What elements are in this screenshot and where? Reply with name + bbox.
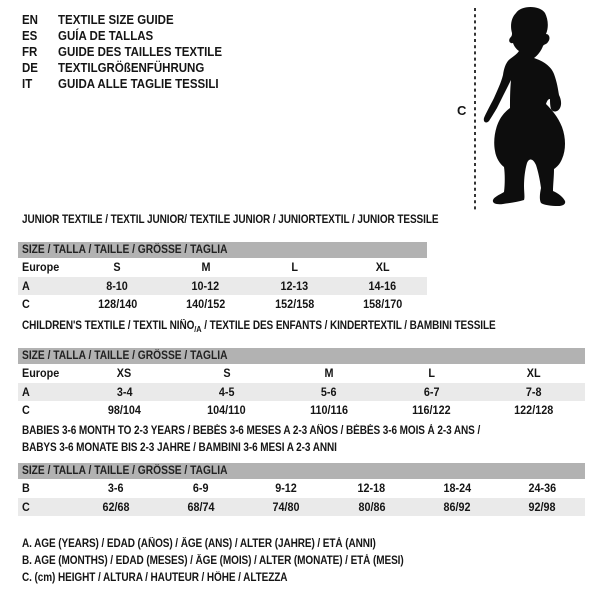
table-row [18,258,427,277]
row-label: Europe [22,260,60,275]
row-label: C [22,297,30,312]
junior-size-table [18,242,427,314]
table-row [18,498,585,517]
row-label: B [22,481,30,496]
cell: 12-18 [357,481,386,496]
cell: 6-7 [423,384,440,399]
size-header-bar [18,242,427,258]
cell: 18-24 [443,481,471,496]
lang-row-en [22,12,236,28]
size-header-label: SIZE / TALLA / TAILLE / GRÖSSE / TAGLIA [22,465,228,477]
babies-table-title [22,425,549,458]
cell: 24-36 [528,481,557,496]
cell: XS [116,366,132,381]
size-header-label: SIZE / TALLA / TAILLE / GRÖSSE / TAGLIA [22,350,228,362]
size-header-bar [18,348,585,364]
footnote-b: B. AGE (MONTHS) / EDAD (MESES) / ÂGE (MOIS) / ALTER (MONATE) / ETÀ (MESI) [22,555,404,567]
lang-code: FR [22,45,38,59]
cell: 6-9 [193,481,209,496]
babies-title-line2: BABYS 3-6 MONATE BIS 2-3 JAHRE / BAMBINI 3-6 MESI A 2-3 ANNI [22,441,337,454]
footnote-c: C. (cm) HEIGHT / ALTURA / HAUTEUR / HÖHE / ALTEZZA [22,572,288,584]
lang-code: DE [22,61,38,75]
cell: 7-8 [525,384,542,399]
cell: 80/86 [358,499,386,514]
cell: L [290,260,298,275]
cell: 152/158 [274,297,314,312]
junior-table-title: JUNIOR TEXTILE / TEXTIL JUNIOR/ TEXTILE JUNIOR / JUNIORTEXTIL / JUNIOR TESSILE [22,214,439,226]
table-row [18,383,585,402]
cell: 68/74 [187,499,215,514]
babies-size-table [18,463,585,516]
cell: 3-6 [107,481,124,496]
lang-row-de [22,60,236,76]
table-row [18,364,585,383]
footnotes [22,536,461,587]
cell: 62/68 [102,499,130,514]
cell: XL [526,366,541,381]
cell: 92/98 [528,499,556,514]
height-measure-label: C [457,103,467,118]
lang-code: EN [22,13,38,27]
cell: S [222,366,231,381]
cell: XL [375,260,390,275]
lang-row-es [22,28,236,44]
footnote-a: A. AGE (YEARS) / EDAD (AÑOS) / ÂGE (ANS) / ALTER (JAHRE) / ETÀ (ANNI) [22,538,376,550]
row-label: C [22,403,30,418]
cell: S [113,260,121,275]
size-header-label: SIZE / TALLA / TAILLE / GRÖSSE / TAGLIA [22,244,228,256]
row-label: A [22,278,30,293]
cell: 4-5 [218,384,235,399]
lang-title: TEXTILGRÖßENFÜHRUNG [58,61,205,75]
cell: M [324,366,334,381]
cell: 86/92 [443,499,471,514]
cell: 74/80 [272,499,300,514]
title-subscript: /A [194,323,202,334]
lang-code: ES [22,29,38,43]
cell: 8-10 [106,278,129,293]
cell: 110/116 [310,403,348,418]
lang-title: GUIDE DES TAILLES TEXTILE [58,45,223,59]
cell: 128/140 [97,297,137,312]
baby-silhouette-icon [484,7,565,206]
children-table-title: CHILDREN'S TEXTILE / TEXTIL $NIÑO_{/A}$ / TEXTILE DES ENFANTS / KINDERTEXTIL / BAMBINI TESSILE [22,320,496,334]
table-row [18,277,427,296]
lang-title: GUÍA DE TALLAS [58,29,154,43]
cell: 104/110 [207,403,246,418]
cell: 122/128 [514,403,554,418]
cell: L [428,366,435,381]
cell: 14-16 [368,278,397,293]
row-label: Europe [22,366,60,381]
row-label: C [22,499,30,514]
language-title-block [22,12,236,92]
cell: 9-12 [275,481,298,496]
cell: 10-12 [191,278,220,293]
cell: 116/122 [412,403,451,418]
row-label: A [22,384,30,399]
cell: 5-6 [321,384,337,399]
children-size-table [18,348,585,420]
size-header-bar [18,463,585,479]
cell: 3-4 [116,384,132,399]
cell: 158/170 [363,297,403,312]
lang-code: IT [22,77,33,91]
lang-row-it [22,76,236,92]
table-row [18,479,585,498]
lang-title: TEXTILE SIZE GUIDE [58,13,174,27]
lang-title: GUIDA ALLE TAGLIE TESSILI [58,77,219,91]
table-row [18,401,585,420]
cell: 140/152 [186,297,226,312]
babies-title-line1: BABIES 3-6 MONTH TO 2-3 YEARS / BEBÉS 3-6 MESES A 2-3 AÑOS / BÉBÉS 3-6 MOIS À 2-3 ANS / [22,425,481,437]
cell: 12-13 [280,278,309,293]
cell: 98/104 [107,403,141,418]
lang-row-fr [22,44,236,60]
baby-figure [450,0,600,215]
table-row [18,295,427,314]
cell: M [201,260,211,275]
